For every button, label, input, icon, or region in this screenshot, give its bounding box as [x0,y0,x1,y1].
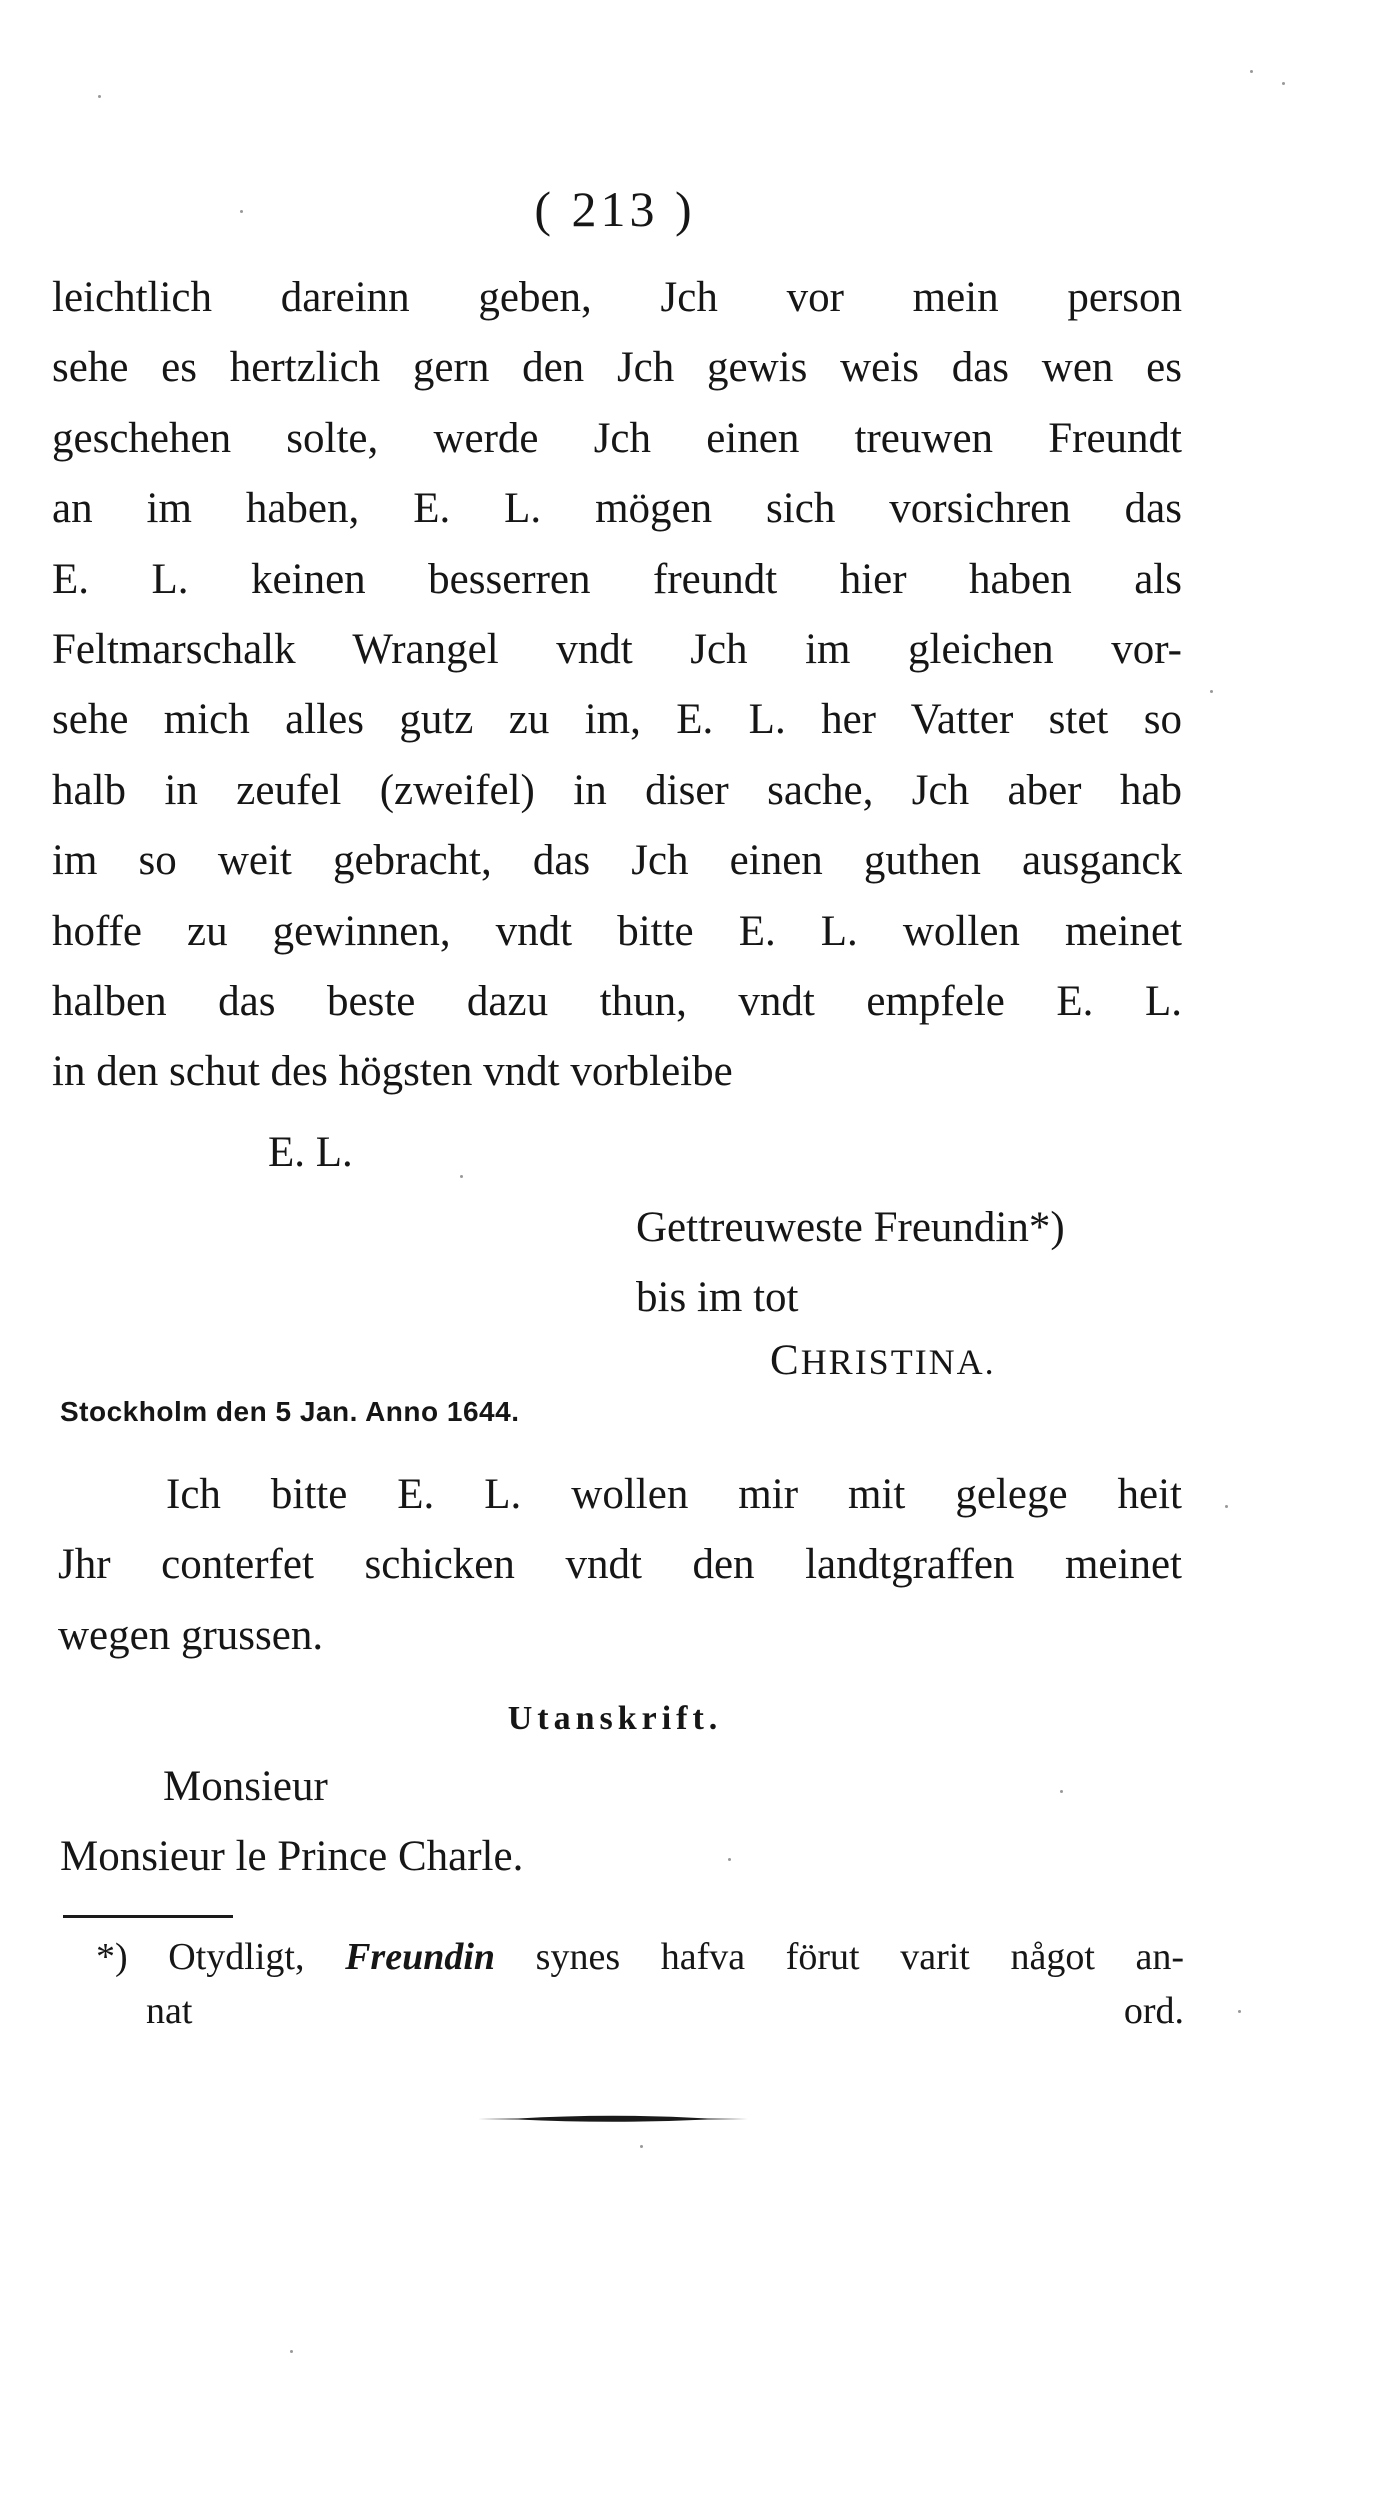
footnote [96,1930,1184,2038]
closing-line-1: Gettreuweste Freundin*) [636,1204,1065,1251]
signature-initial: C [770,1337,801,1384]
signature-rest: HRISTINA. [800,1342,996,1382]
address-line-2: Monsieur le Prince Charle. [60,1833,524,1880]
postscript-line-3: wegen grussen. [58,1611,324,1659]
closing [636,1193,1065,1333]
closing-line-2: bis im tot [636,1274,799,1321]
body-line-12: in den schut des högsten vndt vorbleibe [52,1048,733,1096]
body-line-6: Feltmarschalk Wrangel vndt Jch im gleichen vor- [52,626,1182,674]
postscript [58,1460,1182,1671]
body-line-5: E. L. keinen besserren freundt hier haben als [52,555,1182,603]
page-number: ( 213 ) [534,181,696,237]
body-line-3: geschehen solte, werde Jch einen treuwen Freundt [52,414,1182,462]
footnote-text: synes hafva förut varit något an- [535,1936,1185,1978]
body-line-10: hoffe zu gewinnen, vndt bitte E. L. wollen meinet [52,907,1182,955]
postscript-line-1: Ich bitte E. L. wollen mir mit gelege heit [166,1471,1182,1518]
end-ornament [478,2112,748,2126]
footnote-emphasis: Freundin [345,1936,496,1978]
body-line-9: im so weit gebracht, das Jch einen guthen ausganck [52,837,1182,885]
address-line-1: Monsieur [163,1763,328,1810]
letter-body [52,263,1182,1108]
salutation: E. L. [268,1129,353,1176]
body-line-4: an im haben, E. L. mögen sich vorsichren das [52,485,1182,533]
footnote-marker: *) Otydligt, [96,1936,305,1978]
footnote-line-2: nat ord. [146,1990,1184,2032]
utanskrift-heading: Utanskrift. [507,1700,723,1737]
body-line-2: sehe es hertzlich gern den Jch gewis weis das wen es [52,344,1182,392]
dateline: Stockholm den 5 Jan. Anno 1644. [60,1396,520,1427]
footnote-line-1 [96,1930,1184,1984]
signature [770,1336,996,1385]
postscript-line-2: Jhr conterfet schicken vndt den landtgraffen meinet [58,1541,1182,1589]
body-line-1: leichtlich dareinn geben, Jch vor mein person [52,274,1182,321]
body-line-7: sehe mich alles gutz zu im, E. L. her Vatter stet so [52,696,1182,744]
footnote-rule [63,1915,233,1918]
body-line-8: halb in zeufel (zweifel) in diser sache, Jch aber hab [52,766,1182,814]
body-line-11: halben das beste dazu thun, vndt empfele E. L. [52,978,1182,1026]
